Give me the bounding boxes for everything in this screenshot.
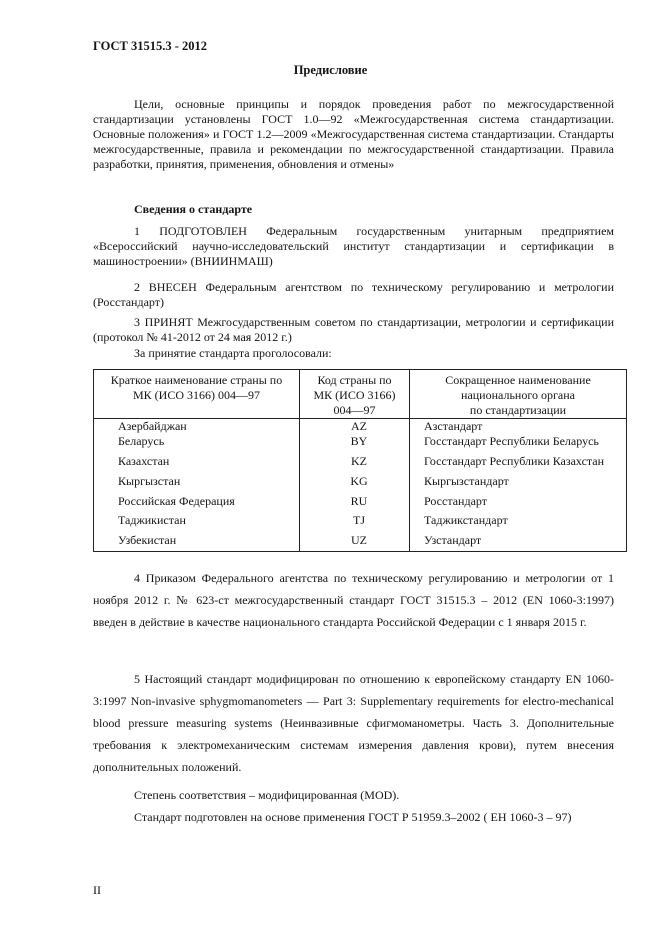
paragraph-basis: Стандарт подготовлен на основе применения ГОСТ Р 51959.3–2002 ( ЕН 1060-3 – 97)	[134, 810, 572, 824]
table-row	[94, 513, 626, 528]
country-name: Кыргызстан	[118, 474, 181, 488]
country-name: Таджикистан	[118, 513, 186, 527]
voting-table	[93, 369, 627, 552]
table-row	[94, 533, 626, 548]
table-row	[94, 454, 626, 469]
page-title: Предисловие	[293, 63, 368, 77]
table-row	[94, 419, 626, 434]
country-code: RU	[350, 494, 368, 508]
section-title: Сведения о стандарте	[134, 202, 253, 216]
country-code: UZ	[351, 533, 367, 547]
country-code: BY	[350, 434, 368, 448]
document-header: ГОСТ 31515.3 - 2012	[93, 39, 208, 53]
country-name: Беларусь	[118, 434, 165, 448]
table-header-country: Краткое наименование страны по МК (ИСО 3166) 004—97	[110, 373, 283, 402]
table-header-org: Сокращенное наименование национального органа по стандартизации	[445, 373, 591, 417]
table-row	[94, 494, 626, 509]
country-name: Азербайджан	[118, 419, 187, 433]
paragraph-conformity: Степень соответствия – модифицированная (MOD).	[134, 788, 400, 802]
standards-body: Госстандарт Республики Беларусь	[424, 434, 599, 448]
paragraph-order: 4 Приказом Федерального агентства по техническому регулированию и метрологии от 1 ноября 2012 г. № 623-ст межгосударственный стандарт ГОСТ 31515.3 – 2012 (EN 1060-3:1997) введен в действие в качестве национального стандарта Российской Федерации с 1 января 2015 г.	[93, 571, 614, 629]
country-code: KZ	[351, 454, 367, 468]
paragraph-prepared: 1 ПОДГОТОВЛЕН Федеральным государственным унитарным предприятием «Всероссийский научно-исследовательский институт стандартизации и сертификации в машиностроении» (ВНИИНМАШ)	[93, 224, 614, 268]
standards-body: Узстандарт	[424, 533, 482, 547]
country-code: AZ	[351, 419, 367, 433]
country-code: KG	[350, 474, 368, 488]
table-header-code: Код страны по МК (ИСО 3166) 004—97	[313, 373, 396, 417]
paragraph-voted: За принятие стандарта проголосовали:	[134, 346, 332, 360]
table-row	[94, 434, 626, 449]
page-number: II	[93, 883, 101, 897]
paragraph-introduced: 2 ВНЕСЕН Федеральным агентством по техническому регулированию и метрологии (Росстандарт)	[93, 280, 614, 309]
country-name: Российская Федерация	[118, 494, 235, 508]
intro-paragraph: Цели, основные принципы и порядок проведения работ по межгосударственной стандартизации установлены ГОСТ 1.0—92 «Межгосударственная система стандартизации. Основные положения» и ГОСТ 1.2—2009 «Межгосударственная система стандартизации. Стандарты межгосударственные, правила и рекомендации по межгосударственной стандартизации. Правила разработки, принятия, применения, обновления и отмены»	[93, 97, 614, 171]
standards-body: Росстандарт	[424, 494, 487, 508]
standards-body: Азстандарт	[424, 419, 483, 433]
paragraph-modified: 5 Настоящий стандарт модифицирован по отношению к европейскому стандарту EN 1060-3:1997 Non-invasive sphygmomanometers — Part 3: Supplementary requirements for electro-mechanical blood pressure measuring systems (Неинвазивные сфигмоманометры. Часть 3. Дополнительные требования к электромеханическим системам измерения давления крови), путем внесения дополнительных положений.	[93, 672, 614, 774]
standards-body: Таджикстандарт	[424, 513, 508, 527]
country-code: TJ	[353, 513, 365, 527]
table-row	[94, 474, 626, 489]
paragraph-adopted: 3 ПРИНЯТ Межгосударственным советом по стандартизации, метрологии и сертификации (протокол № 41-2012 от 24 мая 2012 г.)	[93, 315, 614, 344]
standards-body: Госстандарт Республики Казахстан	[424, 454, 605, 468]
standards-body: Кыргызстандарт	[424, 474, 509, 488]
country-name: Казахстан	[118, 454, 170, 468]
country-name: Узбекистан	[118, 533, 177, 547]
